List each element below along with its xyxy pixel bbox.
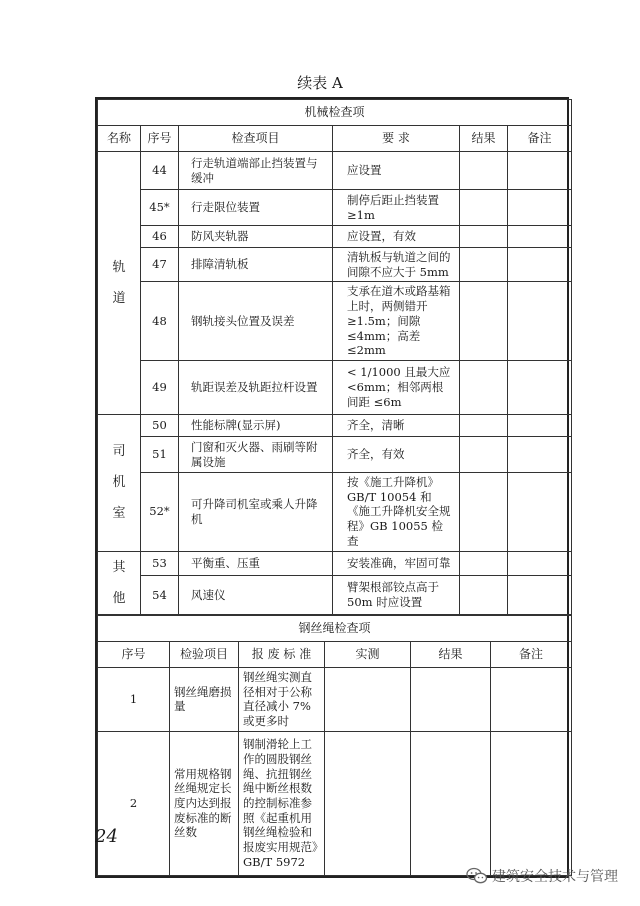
row-item: 风速仪: [179, 576, 333, 615]
group-name-cell: [98, 415, 141, 552]
wire-row-standard: 钢丝绳实测直径相对于公称直径减小 7%或更多时: [239, 668, 325, 732]
row-note-cell[interactable]: [508, 248, 572, 282]
group-name-char: 室: [112, 506, 126, 522]
header-note: 备注: [508, 126, 572, 152]
header-name: 名称: [98, 126, 141, 152]
row-item: 行走限位装置: [179, 190, 333, 226]
table-row: [98, 731, 572, 875]
row-seq: 46: [141, 226, 179, 248]
watermark-text: 建筑安全技术与管理: [492, 869, 618, 885]
inspection-table: [95, 97, 569, 878]
row-result-cell[interactable]: [460, 248, 508, 282]
row-note-cell[interactable]: [508, 415, 572, 437]
row-seq: 48: [141, 282, 179, 361]
group-name-char: 其: [112, 559, 126, 575]
row-result-cell[interactable]: [460, 152, 508, 190]
table-row: [98, 437, 572, 473]
row-seq: 44: [141, 152, 179, 190]
row-requirement: 应设置，有效: [333, 226, 460, 248]
table-row: [98, 473, 572, 552]
table-row: [98, 282, 572, 361]
row-requirement: 应设置: [333, 152, 460, 190]
mechanical-section-title: 机械检查项: [98, 100, 572, 126]
row-item: 防风夹轨器: [179, 226, 333, 248]
wire-header-item: 检验项目: [170, 642, 239, 668]
wire-rope-table: [97, 615, 572, 876]
group-name-char: 司: [112, 444, 126, 460]
wire-header-seq: 序号: [98, 642, 170, 668]
row-requirement: 支承在道木或路基箱上时，两侧错开≥1.5m；间隙≤4mm；高差≤2mm: [333, 282, 460, 361]
row-seq: 54: [141, 576, 179, 615]
group-name-char: 机: [112, 475, 126, 491]
row-requirement: 按《施工升降机》GB/T 10054 和《施工升降机安全规程》GB 10055 检查: [333, 473, 460, 552]
row-result-cell[interactable]: [460, 437, 508, 473]
row-item: 性能标牌(显示屏): [179, 415, 333, 437]
row-seq: 50: [141, 415, 179, 437]
row-result-cell[interactable]: [460, 361, 508, 415]
wire-row-standard: 钢制滑轮上工作的圆股钢丝绳、抗扭钢丝绳中断丝根数的控制标准参照《起重机用钢丝绳检验和报废实用规范》GB/T 5972: [239, 731, 325, 875]
wire-rope-section-title: 钢丝绳检查项: [98, 616, 572, 642]
table-row: [98, 226, 572, 248]
wechat-watermark: [466, 866, 618, 886]
group-name-cell: [98, 551, 141, 614]
mechanical-table: [97, 99, 572, 615]
header-requirement: 要 求: [333, 126, 460, 152]
wire-row-measured-cell[interactable]: [325, 668, 411, 732]
group-name-char: 道: [112, 291, 126, 307]
row-item: 可升降司机室或乘人升降机: [179, 473, 333, 552]
row-note-cell[interactable]: [508, 152, 572, 190]
wire-header-result: 结果: [411, 642, 491, 668]
row-seq: 51: [141, 437, 179, 473]
wire-header-standard: 报 废 标 准: [239, 642, 325, 668]
wire-header-measured: 实测: [325, 642, 411, 668]
row-requirement: 齐全，有效: [333, 437, 460, 473]
header-result: 结果: [460, 126, 508, 152]
row-item: 排障清轨板: [179, 248, 333, 282]
row-item: 平衡重、压重: [179, 551, 333, 576]
header-seq: 序号: [141, 126, 179, 152]
table-row: [98, 415, 572, 437]
row-result-cell[interactable]: [460, 551, 508, 576]
row-requirement: 清轨板与轨道之间的间隙不应大于 5mm: [333, 248, 460, 282]
row-result-cell[interactable]: [460, 576, 508, 615]
row-seq: 47: [141, 248, 179, 282]
row-note-cell[interactable]: [508, 190, 572, 226]
table-row: [98, 361, 572, 415]
row-item: 钢轨接头位置及误差: [179, 282, 333, 361]
row-seq: 45*: [141, 190, 179, 226]
wire-header-note: 备注: [491, 642, 572, 668]
row-result-cell[interactable]: [460, 190, 508, 226]
wire-row-item: 钢丝绳磨损量: [170, 668, 239, 732]
header-item: 检查项目: [179, 126, 333, 152]
wire-row-item: 常用规格钢丝绳规定长度内达到报废标准的断丝数: [170, 731, 239, 875]
wire-row-result-cell[interactable]: [411, 668, 491, 732]
row-result-cell[interactable]: [460, 282, 508, 361]
row-note-cell[interactable]: [508, 576, 572, 615]
row-seq: 49: [141, 361, 179, 415]
row-note-cell[interactable]: [508, 282, 572, 361]
wire-row-result-cell[interactable]: [411, 731, 491, 875]
row-result-cell[interactable]: [460, 226, 508, 248]
table-row: [98, 248, 572, 282]
row-requirement: < 1/1000 且最大应 <6mm；相邻两根间距 ≤6m: [333, 361, 460, 415]
table-row: [98, 576, 572, 615]
row-seq: 52*: [141, 473, 179, 552]
row-note-cell[interactable]: [508, 437, 572, 473]
table-caption: 续表 A: [297, 74, 343, 92]
wire-row-note-cell[interactable]: [491, 668, 572, 732]
table-row: [98, 551, 572, 576]
table-row: [98, 152, 572, 190]
row-note-cell[interactable]: [508, 473, 572, 552]
row-note-cell[interactable]: [508, 226, 572, 248]
row-requirement: 齐全，清晰: [333, 415, 460, 437]
row-result-cell[interactable]: [460, 415, 508, 437]
row-requirement: 臂架根部铰点高于 50m 时应设置: [333, 576, 460, 615]
page-number: 24: [95, 826, 118, 847]
group-name-cell: [98, 152, 141, 415]
wire-row-note-cell[interactable]: [491, 731, 572, 875]
group-name-char: 他: [112, 590, 126, 606]
row-item: 门窗和灭火器、雨刷等附属设施: [179, 437, 333, 473]
row-item: 行走轨道端部止挡装置与缓冲: [179, 152, 333, 190]
row-note-cell[interactable]: [508, 361, 572, 415]
row-result-cell[interactable]: [460, 473, 508, 552]
group-name-char: 轨: [112, 259, 126, 275]
row-requirement: 安装准确，牢固可靠: [333, 551, 460, 576]
row-note-cell[interactable]: [508, 551, 572, 576]
wire-row-seq: 1: [98, 668, 170, 732]
wire-row-seq: 2: [98, 731, 170, 875]
table-row: [98, 190, 572, 226]
row-requirement: 制停后距止挡装置≥1m: [333, 190, 460, 226]
row-item: 轨距误差及轨距拉杆设置: [179, 361, 333, 415]
wechat-icon: [466, 867, 488, 885]
table-row: [98, 668, 572, 732]
row-seq: 53: [141, 551, 179, 576]
wire-row-measured-cell[interactable]: [325, 731, 411, 875]
